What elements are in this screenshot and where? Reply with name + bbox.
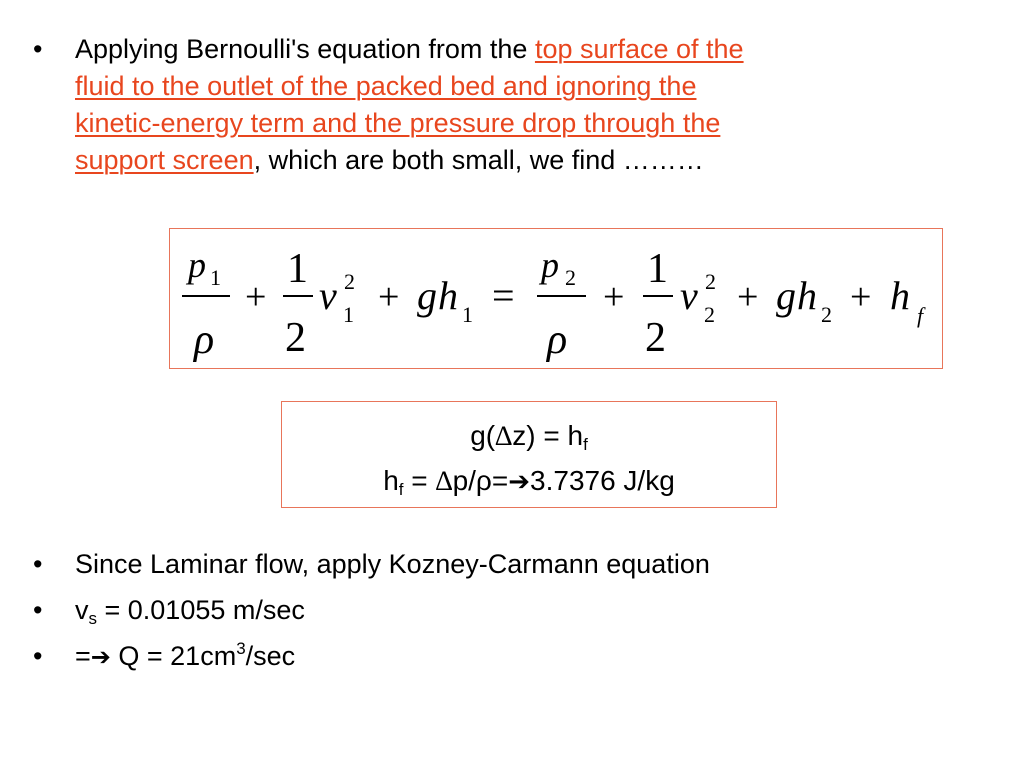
eq-g: g — [776, 273, 796, 318]
arrow-right-icon: ➔ — [90, 643, 111, 671]
hyperlink-text[interactable]: kinetic-energy term and the pressure drop through the — [75, 108, 721, 138]
eq-plus: + — [850, 276, 872, 318]
eq-plus: + — [603, 276, 625, 318]
eq-p2-sub: 2 — [565, 265, 576, 290]
eq-h1: h — [438, 273, 458, 318]
arrow-right-icon: ➔ — [508, 467, 531, 497]
hyperlink-text[interactable]: support screen — [75, 145, 254, 175]
result-text: z) = h — [512, 420, 584, 451]
eq-v2-sub: 2 — [704, 302, 715, 327]
eq-v1-sub: 1 — [343, 302, 354, 327]
bullet-flow-rate — [75, 640, 295, 674]
head-loss-result-box — [281, 401, 777, 508]
bullet-velocity — [75, 594, 305, 627]
bullet-text: Q = 21cm — [110, 641, 237, 671]
superscript: 3 — [236, 639, 246, 658]
eq-plus: + — [245, 276, 267, 318]
bullet-text: = 0.01055 m/sec — [97, 595, 305, 625]
bullet-marker: • — [33, 549, 43, 579]
eq-hf-sub: f — [917, 303, 924, 328]
hyperlink-text[interactable]: fluid to the outlet of the packed bed and ignoring the — [75, 71, 697, 101]
eq-plus: + — [378, 276, 400, 318]
eq-p1: p — [188, 245, 206, 285]
eq-half-den: 2 — [645, 315, 666, 361]
eq-v1: v — [319, 273, 337, 318]
bullet-laminar-flow: Since Laminar flow, apply Kozney-Carmann equation — [75, 549, 710, 579]
subscript: s — [88, 609, 97, 628]
eq-hf: h — [890, 273, 910, 318]
bullet-marker: • — [33, 641, 43, 671]
eq-v1-sup: 2 — [344, 269, 355, 294]
subscript: f — [398, 480, 404, 499]
result-line-2 — [282, 464, 776, 499]
eq-half-num: 1 — [647, 246, 668, 292]
eq-half-num: 1 — [287, 246, 308, 292]
bullet-text-line-4 — [75, 144, 704, 177]
bernoulli-equation — [170, 229, 944, 370]
hyperlink-text[interactable]: top surface of the — [534, 34, 744, 64]
result-text: g( — [470, 420, 496, 451]
result-line-1 — [282, 419, 776, 454]
result-text: p/ρ= — [452, 465, 509, 496]
eq-v2-sup: 2 — [705, 269, 716, 294]
eq-v2: v — [680, 273, 698, 318]
eq-rho: ρ — [547, 317, 568, 363]
result-value: 3.7376 J/kg — [530, 465, 675, 496]
eq-equals: = — [492, 273, 515, 318]
subscript: f — [583, 435, 588, 454]
bullet-marker: • — [33, 34, 43, 64]
delta-symbol: ∆ — [495, 421, 513, 452]
result-text: h — [383, 465, 399, 496]
bullet-text: v — [75, 595, 89, 625]
bullet-text: = — [75, 641, 91, 671]
eq-g: g — [417, 273, 437, 318]
bernoulli-equation-box — [169, 228, 943, 369]
bullet-text: /sec — [245, 641, 296, 671]
eq-h2: h — [797, 273, 817, 318]
bullet-text-line-1 — [75, 33, 744, 66]
bullet-text-suffix: , which are both small, we find ……… — [253, 145, 704, 175]
delta-symbol: ∆ — [435, 466, 453, 497]
result-text: = — [403, 465, 436, 496]
eq-rho: ρ — [194, 317, 215, 363]
eq-h2-sub: 2 — [821, 302, 832, 327]
eq-p2: p — [541, 245, 559, 285]
eq-plus: + — [737, 276, 759, 318]
bullet-marker: • — [33, 595, 43, 625]
eq-half-den: 2 — [285, 315, 306, 361]
eq-p1-sub: 1 — [210, 265, 221, 290]
eq-h1-sub: 1 — [462, 302, 473, 327]
bullet-text-prefix: Applying Bernoulli's equation from the — [75, 34, 535, 64]
